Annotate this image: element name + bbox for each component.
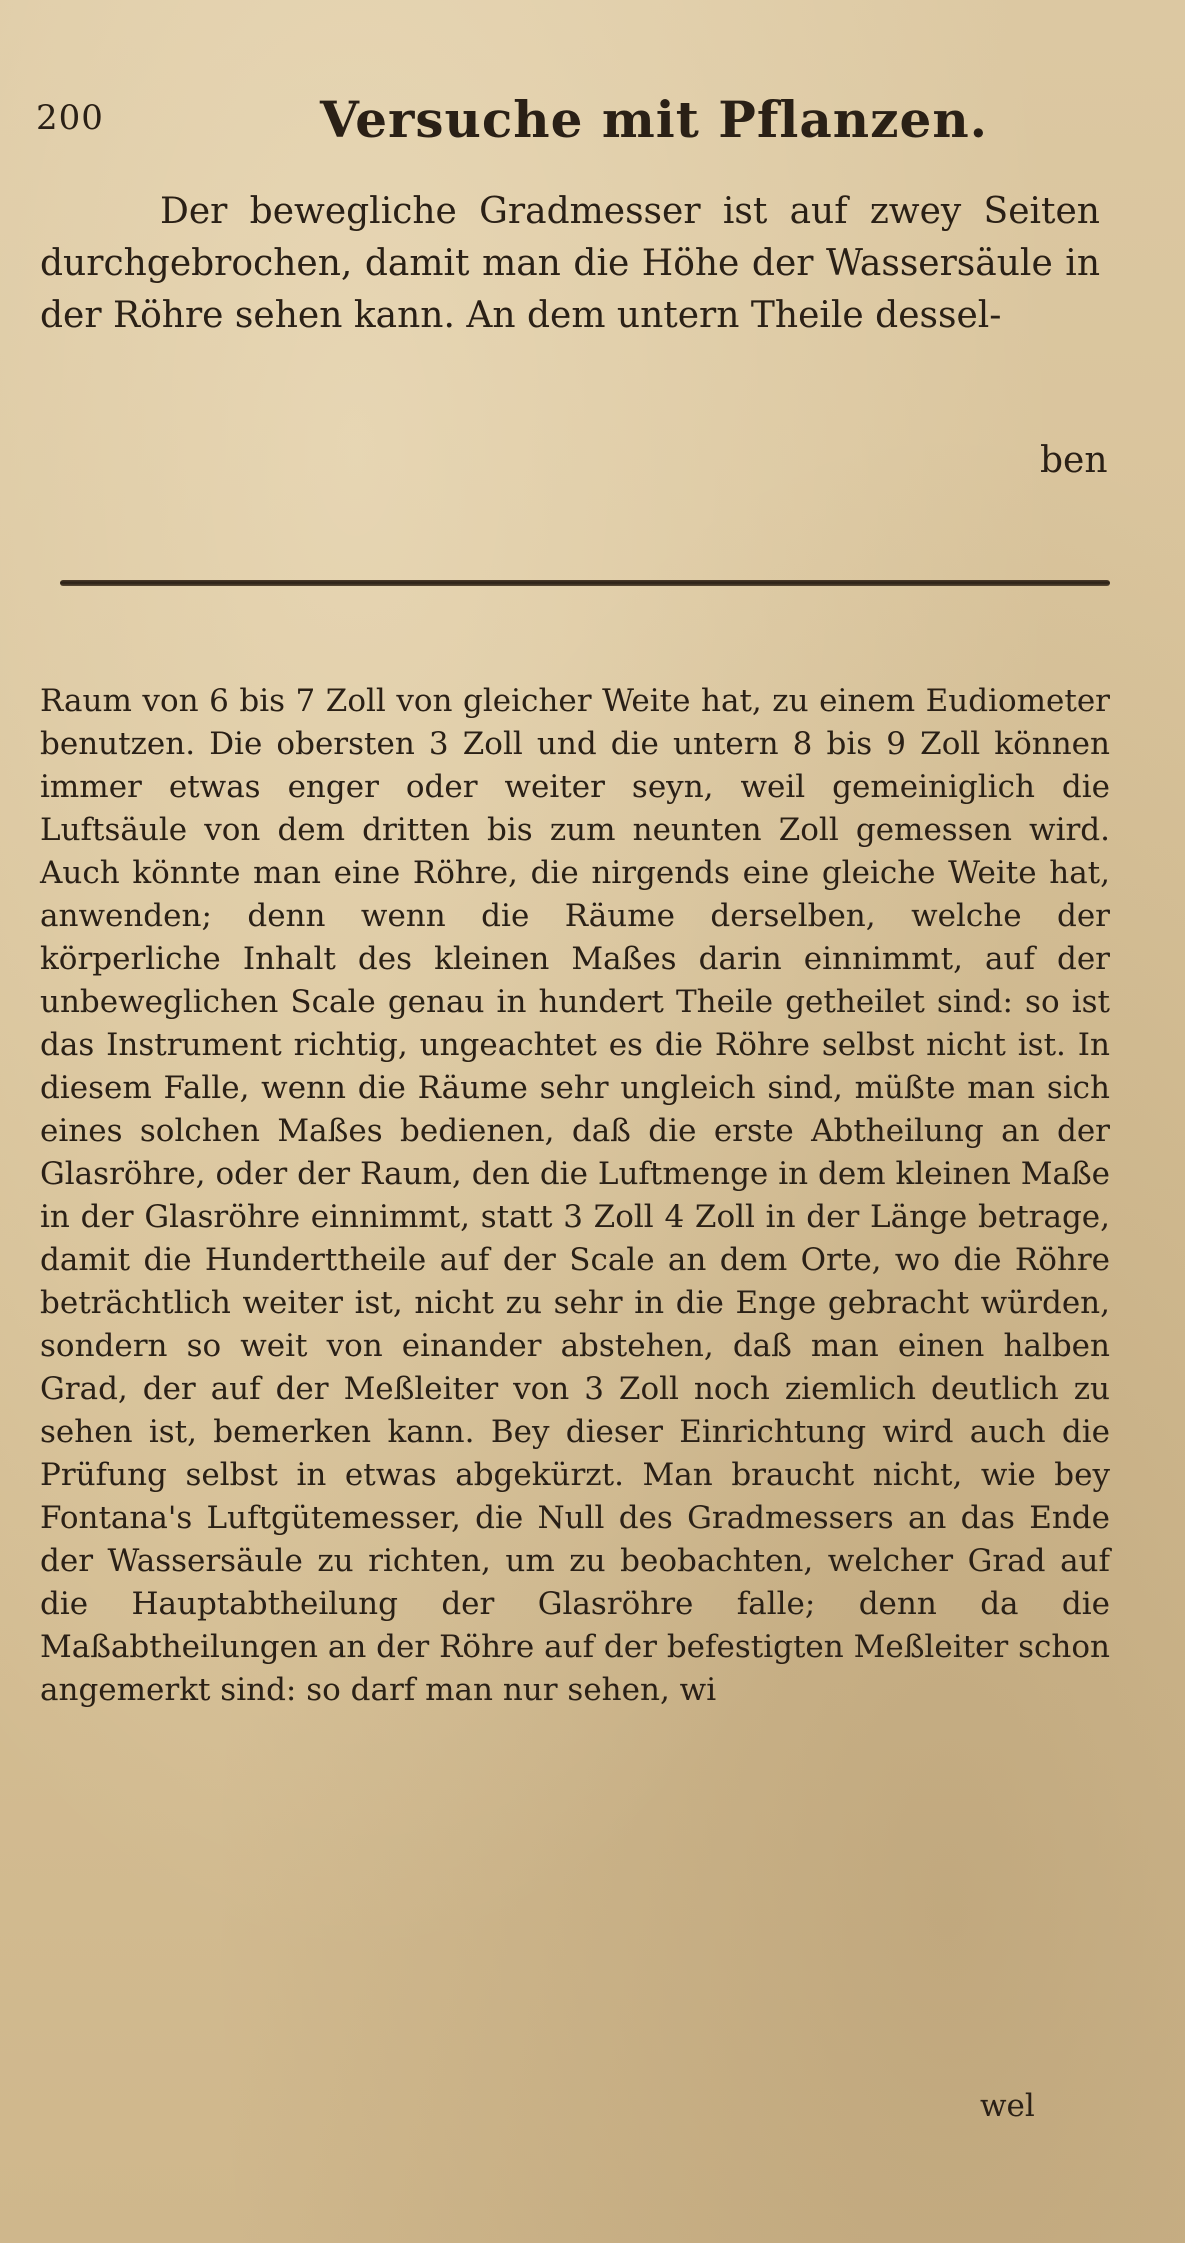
upper-catchword: ben xyxy=(1040,440,1108,481)
horizontal-rule xyxy=(60,580,1110,586)
lower-catchword: wel xyxy=(980,2088,1035,2124)
upper-paragraph-block xyxy=(40,186,1100,342)
upper-paragraph-text: Der bewegliche Gradmesser ist auf zwey Seiten durchgebrochen, damit man die Höhe der Wassersäule in der Röhre sehen kann. An dem untern Theile dessel- xyxy=(40,191,1100,336)
running-title: Versuche mit Pflanzen. xyxy=(320,90,989,149)
lower-paragraph-text: Raum von 6 bis 7 Zoll von gleicher Weite hat, zu einem Eudiometer benutzen. Die obersten 3 Zoll und die untern 8 bis 9 Zoll können immer etwas enger oder weiter seyn, weil gemeiniglich die Luftsäule von dem dritten bis zum neunten Zoll gemessen wird. Auch könnte man eine Röhre, die nirgends eine gleiche Weite hat, anwenden; denn wenn die Räume derselben, welche der körperliche Inhalt des kleinen Maßes darin einnimmt, auf der unbeweglichen Scale genau in hundert Theile getheilet sind: so ist das Instrument richtig, ungeachtet es die Röhre selbst nicht ist. In diesem Falle, wenn die Räume sehr ungleich sind, müßte man sich eines solchen Maßes bedienen, daß die erste Abtheilung an der Glasröhre, oder der Raum, den die Luftmenge in dem kleinen Maße in der Glasröhre einnimmt, statt 3 Zoll 4 Zoll in der Länge betrage, damit die Hunderttheile auf der Scale an dem Orte, wo die Röhre beträchtlich weiter ist, nicht zu sehr in die Enge gebracht würden, sondern so weit von einander abstehen, daß man einen halben Grad, der auf der Meßleiter von 3 Zoll noch ziemlich deutlich zu sehen ist, bemerken kann. Bey dieser Einrichtung wird auch die Prüfung selbst in etwas abgekürzt. Man braucht nicht, wie bey Fontana's Luftgütemesser, die Null des Gradmessers an das Ende der Wassersäule zu richten, um zu beobachten, welcher Grad auf die Hauptabtheilung der Glasröhre falle; denn da die Maßabtheilungen an der Röhre auf der befestigten Meßleiter schon angemerkt sind: so darf man nur sehen, wi xyxy=(40,683,1110,1708)
page-number: 200 xyxy=(36,98,104,138)
